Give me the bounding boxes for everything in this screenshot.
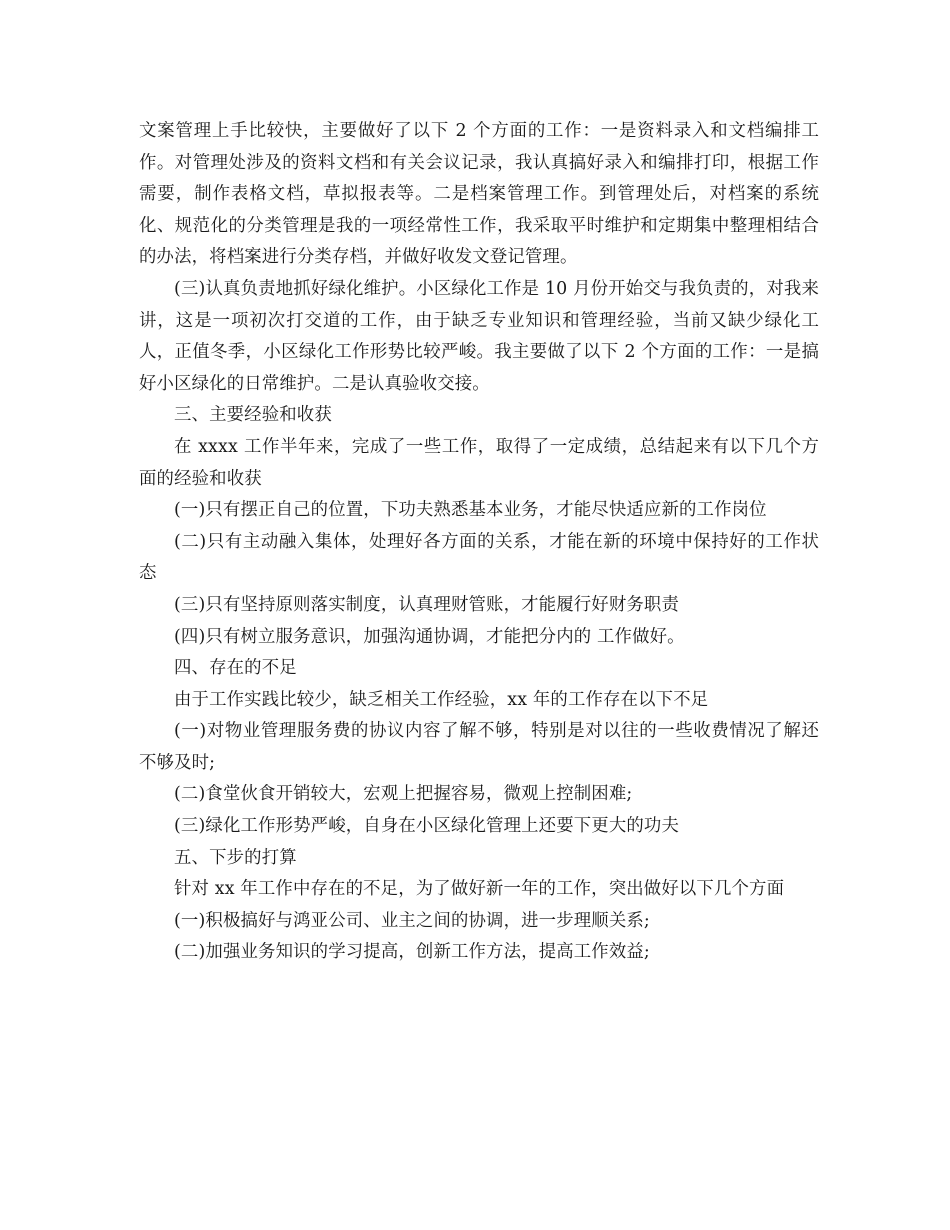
paragraph: (三)只有坚持原则落实制度，认真理财管账，才能履行好财务职责 — [174, 594, 680, 615]
paragraph: 三、主要经验和收获 — [174, 405, 332, 426]
paragraph: (二)只有主动融入集体，处理好各方面的关系，才能在新的环境中保持好的工作状态 — [139, 531, 819, 584]
paragraph: (四)只有树立服务意识，加强沟通协调，才能把分内的 工作做好。 — [174, 626, 685, 647]
paragraph: 文案管理上手比较快，主要做好了以下 2 个方面的工作：一是资料录入和文档编排工作。对管理处涉及的资料文档和有关会议记录，我认真搞好录入和编排打印，根据工作需要，制作表格文档，草拟报表等。二是档案管理工作。到管理处后，对档案的系统化、规范化的分类管理是我的一项经常性工作，我采取平时维护和定期集中整理相结合的办法，将档案进行分类存档，并做好收发文登记管理。 — [139, 121, 819, 268]
paragraph: (一)积极搞好与鸿亚公司、业主之间的协调，进一步理顺关系; — [174, 910, 650, 931]
paragraph: 在 xxxx 工作半年来，完成了一些工作，取得了一定成绩，总结起来有以下几个方面的经验和收获 — [139, 436, 819, 489]
paragraph: (二)加强业务知识的学习提高，创新工作方法，提高工作效益; — [174, 942, 650, 963]
paragraph: (三)认真负责地抓好绿化维护。小区绿化工作是 10 月份开始交与我负责的，对我来讲，这是一项初次打交道的工作，由于缺乏专业知识和管理经验，当前又缺少绿化工人，正值冬季，小区绿化工作形势比较严峻。我主要做了以下 2 个方面的工作：一是搞好小区绿化的日常维护。二是认真验收交接。 — [139, 278, 819, 394]
paragraph: 四、存在的不足 — [174, 658, 297, 679]
paragraph: (一)只有摆正自己的位置，下功夫熟悉基本业务，才能尽快适应新的工作岗位 — [174, 500, 767, 521]
paragraph: 五、下步的打算 — [174, 847, 297, 868]
paragraph: 由于工作实践比较少，缺乏相关工作经验，xx 年的工作存在以下不足 — [174, 689, 709, 710]
paragraph: 针对 xx 年工作中存在的不足，为了做好新一年的工作，突出做好以下几个方面 — [174, 879, 785, 900]
paragraph: (二)食堂伙食开销较大，宏观上把握容易，微观上控制困难; — [174, 784, 633, 805]
document-body — [139, 116, 819, 969]
paragraph: (三)绿化工作形势严峻，自身在小区绿化管理上还要下更大的功夫 — [174, 816, 680, 837]
paragraph: (一)对物业管理服务费的协议内容了解不够，特别是对以往的一些收费情况了解还不够及时; — [139, 721, 819, 773]
